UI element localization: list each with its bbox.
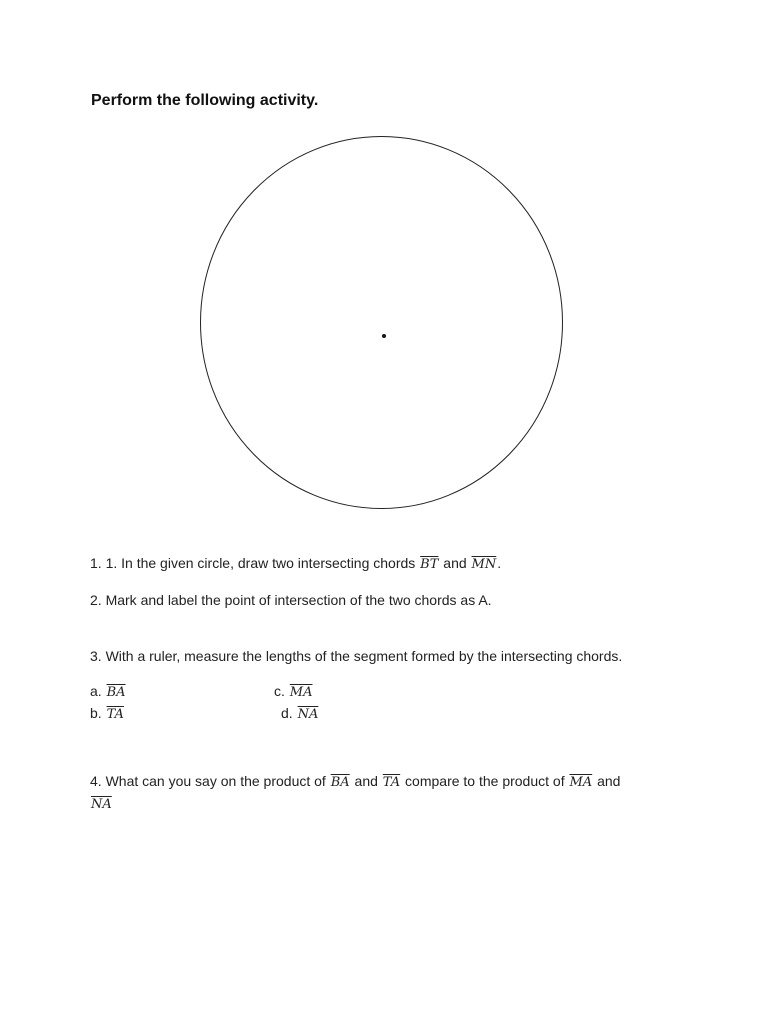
q4-segment-ma: $\overline{MA}$ <box>569 775 593 790</box>
circle-center-point <box>382 334 386 338</box>
segment-bt: $\overline{BT}$ <box>420 557 439 572</box>
q3-part-d <box>281 705 319 722</box>
activity-title: Perform the following activity. <box>91 92 319 109</box>
q3-part-c-label: c. <box>274 683 285 699</box>
q4-segment-ta: $\overline{TA}$ <box>382 775 401 790</box>
circle-figure <box>195 130 570 515</box>
q3-part-b-label: b. <box>90 705 102 721</box>
q1-number: 1. <box>90 555 102 571</box>
q4-segment-na: $\overline{NA}$ <box>91 797 112 812</box>
q1-text: 1. In the given circle, draw two intersecting chords <box>105 555 416 571</box>
segment-mn: $\overline{MN}$ <box>471 557 497 572</box>
segment-ma: $\overline{MA}$ <box>289 685 313 700</box>
q4-text-2: compare to the product of <box>405 773 565 789</box>
q4-text-1: 4. What can you say on the product of <box>90 773 326 789</box>
q3-part-a-label: a. <box>90 683 102 699</box>
q4-and-2: and <box>597 773 621 789</box>
q3-part-b <box>90 705 125 722</box>
question-3: 3. With a ruler, measure the lengths of the segment formed by the intersecting chords. <box>90 648 623 664</box>
q3-part-d-label: d. <box>281 705 293 721</box>
circle-svg <box>195 130 570 515</box>
question-4-cont <box>90 795 113 812</box>
question-1 <box>90 555 501 572</box>
question-4 <box>90 773 620 790</box>
segment-ba: $\overline{BA}$ <box>106 685 126 700</box>
segment-ta: $\overline{TA}$ <box>106 707 124 722</box>
q3-part-c <box>274 683 313 700</box>
q1-connector: and <box>443 555 467 571</box>
q4-and-1: and <box>354 773 378 789</box>
q3-part-a <box>90 683 127 700</box>
q1-period: . <box>497 555 502 571</box>
circle-outline <box>201 137 563 509</box>
q4-segment-ba: $\overline{BA}$ <box>330 775 350 790</box>
question-2: 2. Mark and label the point of intersection of the two chords as A. <box>90 592 492 608</box>
segment-na: $\overline{NA}$ <box>297 707 319 722</box>
